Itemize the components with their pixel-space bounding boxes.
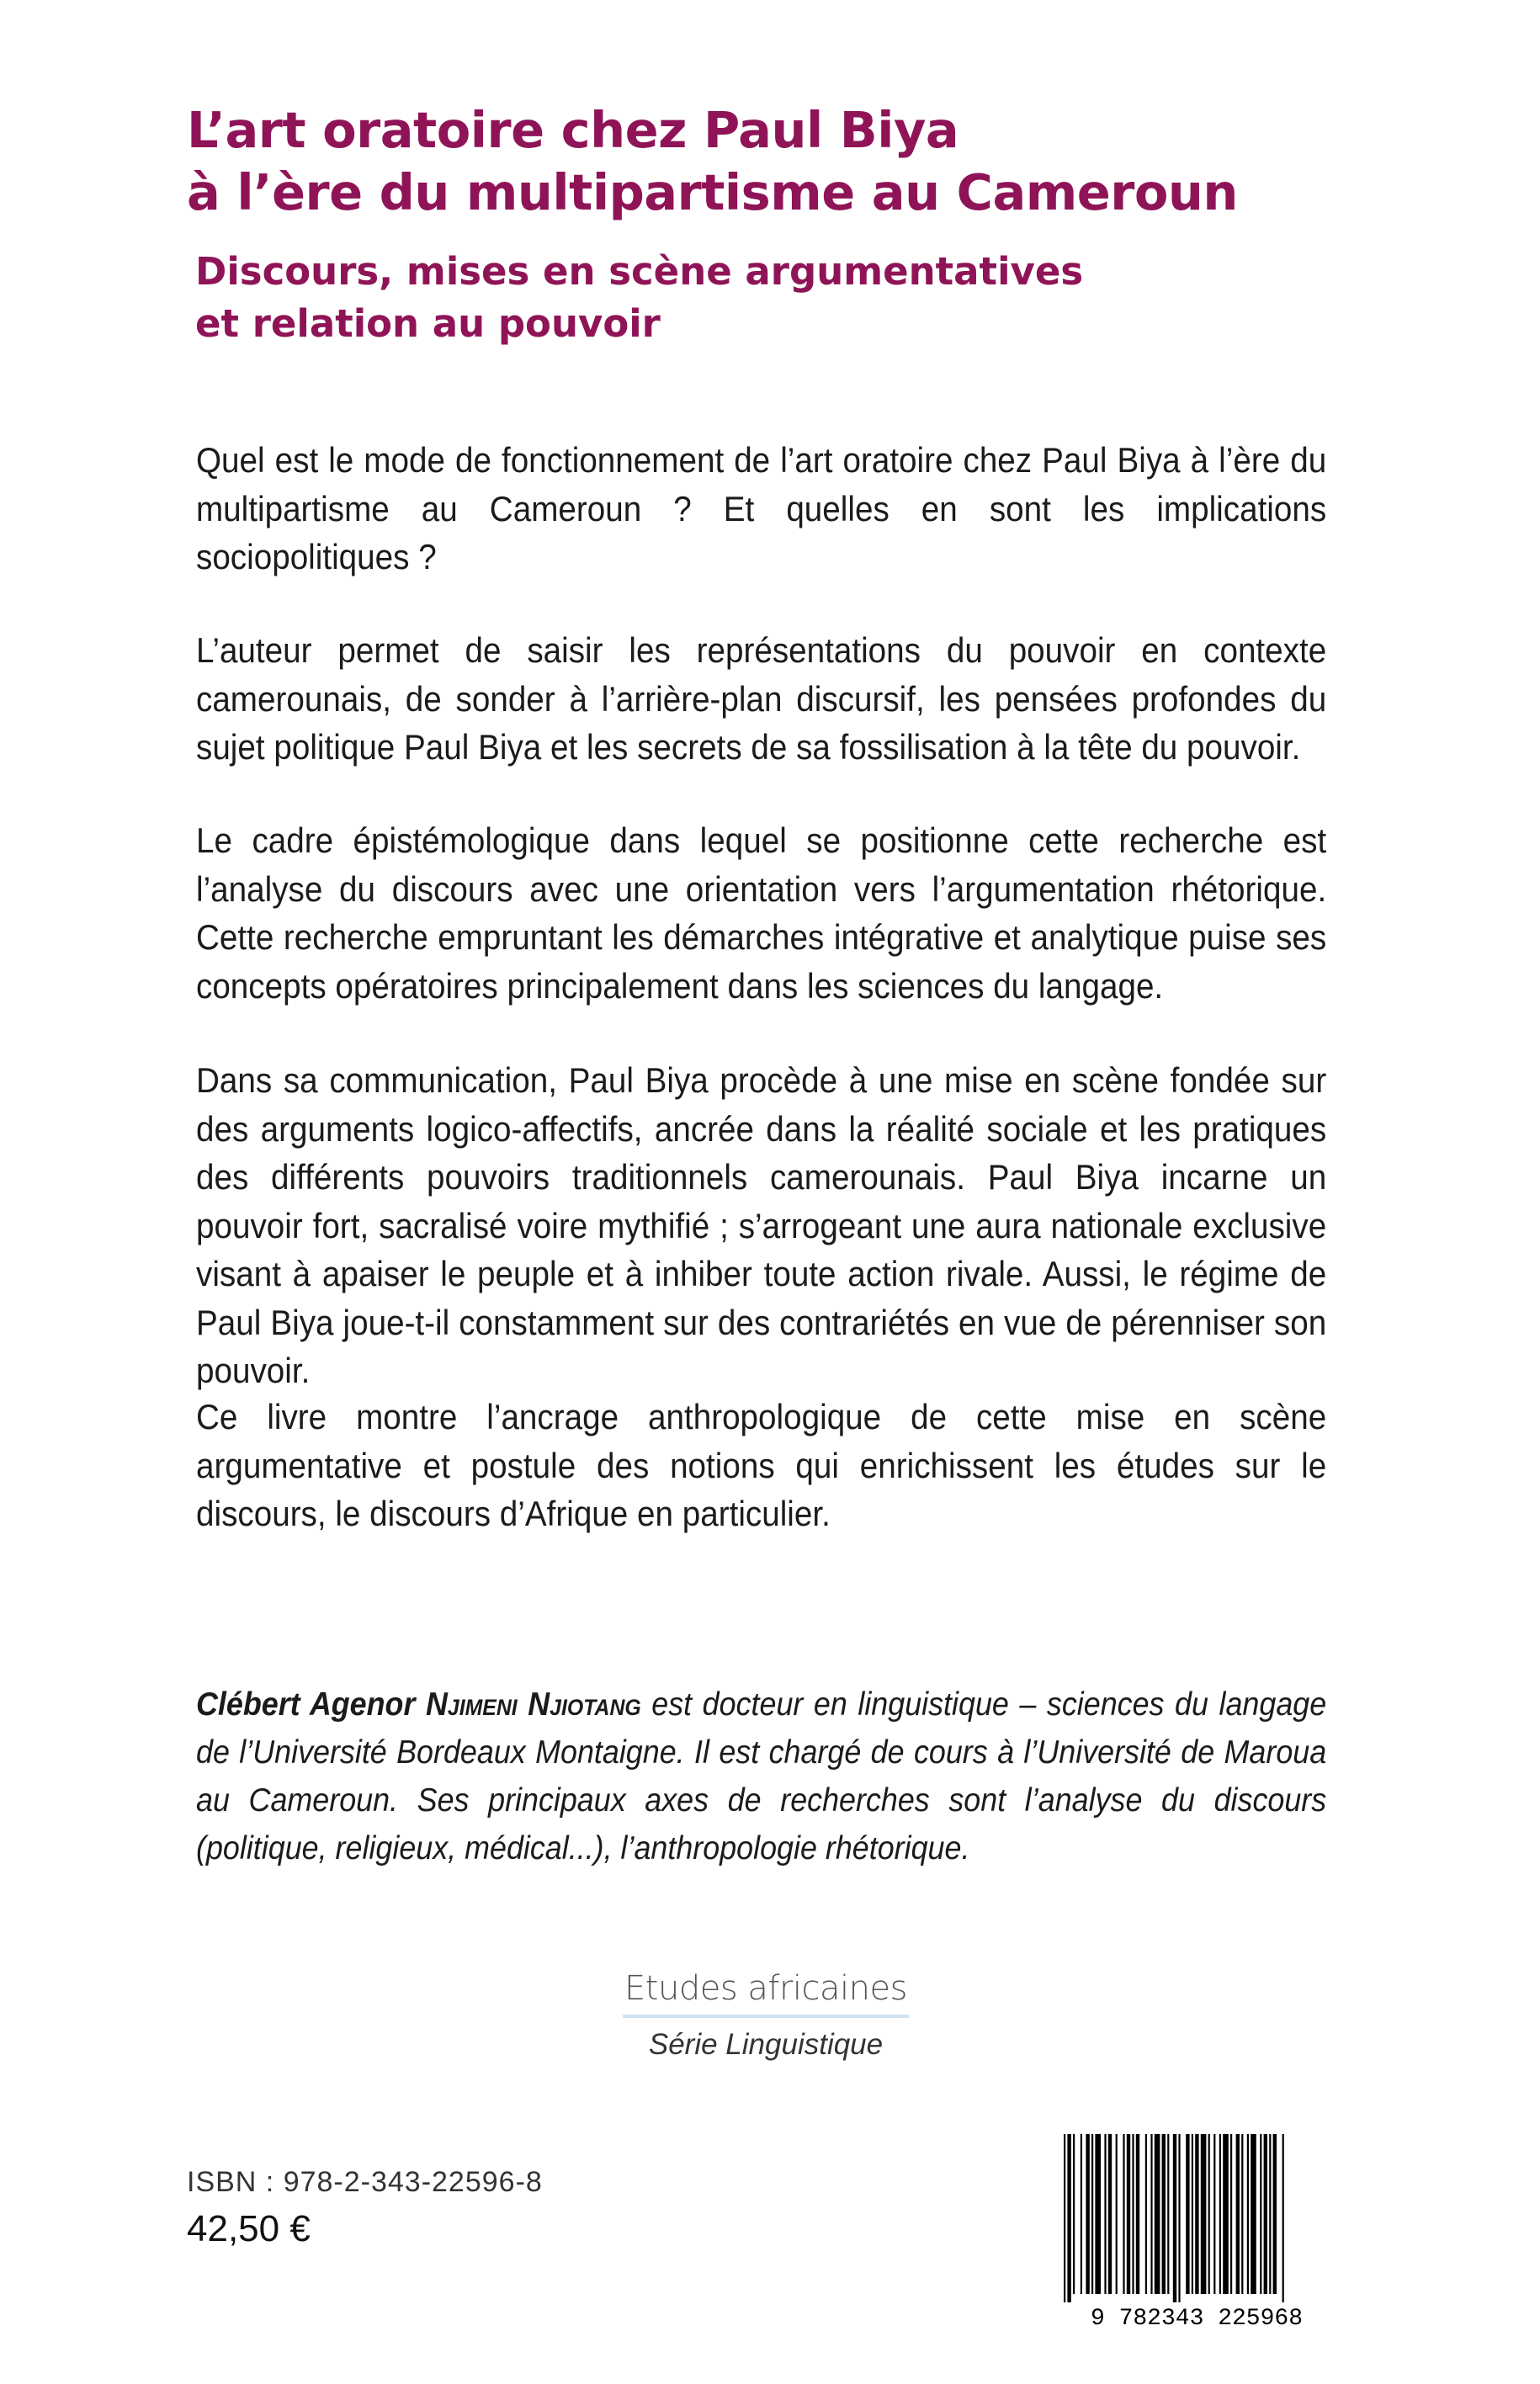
barcode-bar [1108,2134,1112,2294]
barcode-bar [1192,2134,1193,2294]
barcode-bar [1173,2134,1176,2302]
series-rule [623,2015,909,2018]
price: 42,50 € [187,2208,311,2249]
barcode-bar [1219,2134,1221,2294]
barcode-bar [1086,2134,1089,2294]
barcode-bar [1123,2134,1124,2294]
barcode-bar [1264,2134,1267,2294]
barcode-bar [1150,2134,1152,2294]
blurb-paragraph-3: Le cadre épistémologique dans lequel se positionne cette recherche est l’analyse du discours avec une orientation vers l’argumentation rhétorique. Cette recherche empruntant les démarches intégrative et analytique puise ses concepts opératoires principalement dans les sciences du langage. [196,820,1327,1006]
subtitle-line-1: Discours, mises en scène argumentatives [195,249,1084,294]
barcode-bar [1223,2134,1229,2294]
barcode-bar [1213,2134,1215,2294]
series-subseries: Série Linguistique [648,2028,884,2061]
isbn-number: ISBN : 978-2-343-22596-8 [187,2166,543,2198]
barcode-bar [1064,2134,1065,2302]
title-line-1: L’art oratoire chez Paul Biya [187,101,959,159]
barcode-bar [1186,2134,1189,2294]
author-surname: Njimeni Njiotang [425,1686,641,1723]
barcode-digits: 9 782343 225968 [1090,2306,1304,2331]
barcode-bar [1178,2134,1180,2302]
barcode-bar [1236,2134,1240,2294]
barcode-bar [1241,2134,1243,2294]
blurb-paragraph-4: Dans sa communication, Paul Biya procède à une mise en scène fondée sur des arguments logico-affectifs, ancrée dans la réalité sociale et les pratiques des différents pouvoirs traditionnels camerounais. Paul Biya incarne un pouvoir fort, sacralisé voire mythifié ; s’arrogeant une aura nationale exclusive visant à apaiser le peuple et à inhiber toute action rivale. Aussi, le régime de Paul Biya joue-t-il constamment sur des contrariétés en vue de pérenniser son pouvoir. [196,1060,1327,1390]
barcode-bar [1067,2134,1070,2302]
barcode [1052,2129,1342,2331]
author-first-names: Clébert Agenor [196,1686,416,1723]
barcode-bar [1127,2134,1130,2294]
barcode-bar [1273,2134,1277,2294]
barcode-bar [1136,2134,1139,2294]
barcode-bar [1201,2134,1207,2294]
barcode-bar [1073,2134,1075,2294]
title-line-2: à l’ère du multipartisme au Cameroun [187,163,1238,221]
barcode-bar [1251,2134,1256,2294]
author-bio [196,1680,1326,1872]
barcode-bar [1282,2134,1284,2302]
barcode-bar [1260,2134,1261,2294]
barcode-bar [1230,2134,1232,2294]
book-title [187,99,1407,224]
barcode-bar [1155,2134,1160,2294]
barcode-bar [1091,2134,1093,2294]
barcode-bar [1167,2134,1169,2294]
blurb-paragraph-2: L’auteur permet de saisir les représentations du pouvoir en contexte camerounais, de sonder à l’arrière-plan discursif, les pensées profondes du sujet politique Paul Biya et les secrets de sa fossilisation à la tête du pouvoir. [196,630,1327,767]
barcode-bar [1132,2134,1134,2294]
barcode-bar [1116,2134,1118,2294]
book-subtitle [195,246,1415,350]
barcode-bar [1104,2134,1106,2294]
barcode-bar [1195,2134,1198,2294]
author-bio-text: est docteur en linguistique – sciences du langage de l’Université Bordeaux Montaigne. Il est chargé de cours à l’Université de Maroua au Cameroun. Ses principaux axes de recherches sont l’analyse du discours (politique, religieux, médical...), l’anthropologie rhétorique. [196,1686,1327,1866]
barcode-bar [1162,2134,1166,2294]
blurb-paragraph-1: Quel est le mode de fonctionnement de l’art oratoire chez Paul Biya à l’ère du multipartisme au Cameroun ? Et quelles en sont les implications sociopolitiques ? [196,440,1327,576]
barcode-bar [1081,2134,1082,2294]
subtitle-line-2: et relation au pouvoir [195,301,661,346]
barcode-bar [1247,2134,1249,2294]
barcode-bar [1269,2134,1271,2294]
series-name: Etudes africaines [624,1969,907,2008]
blurb-paragraph-5: Ce livre montre l’ancrage anthropologique de cette mise en scène argumentative et postule des notions qui enrichissent les études sur le discours, le discours d’Afrique en particulier. [196,1397,1327,1533]
barcode-bar [1095,2134,1101,2294]
series-logo [623,1969,909,2062]
barcode-bar [1145,2134,1147,2294]
barcode-bar [1208,2134,1210,2294]
